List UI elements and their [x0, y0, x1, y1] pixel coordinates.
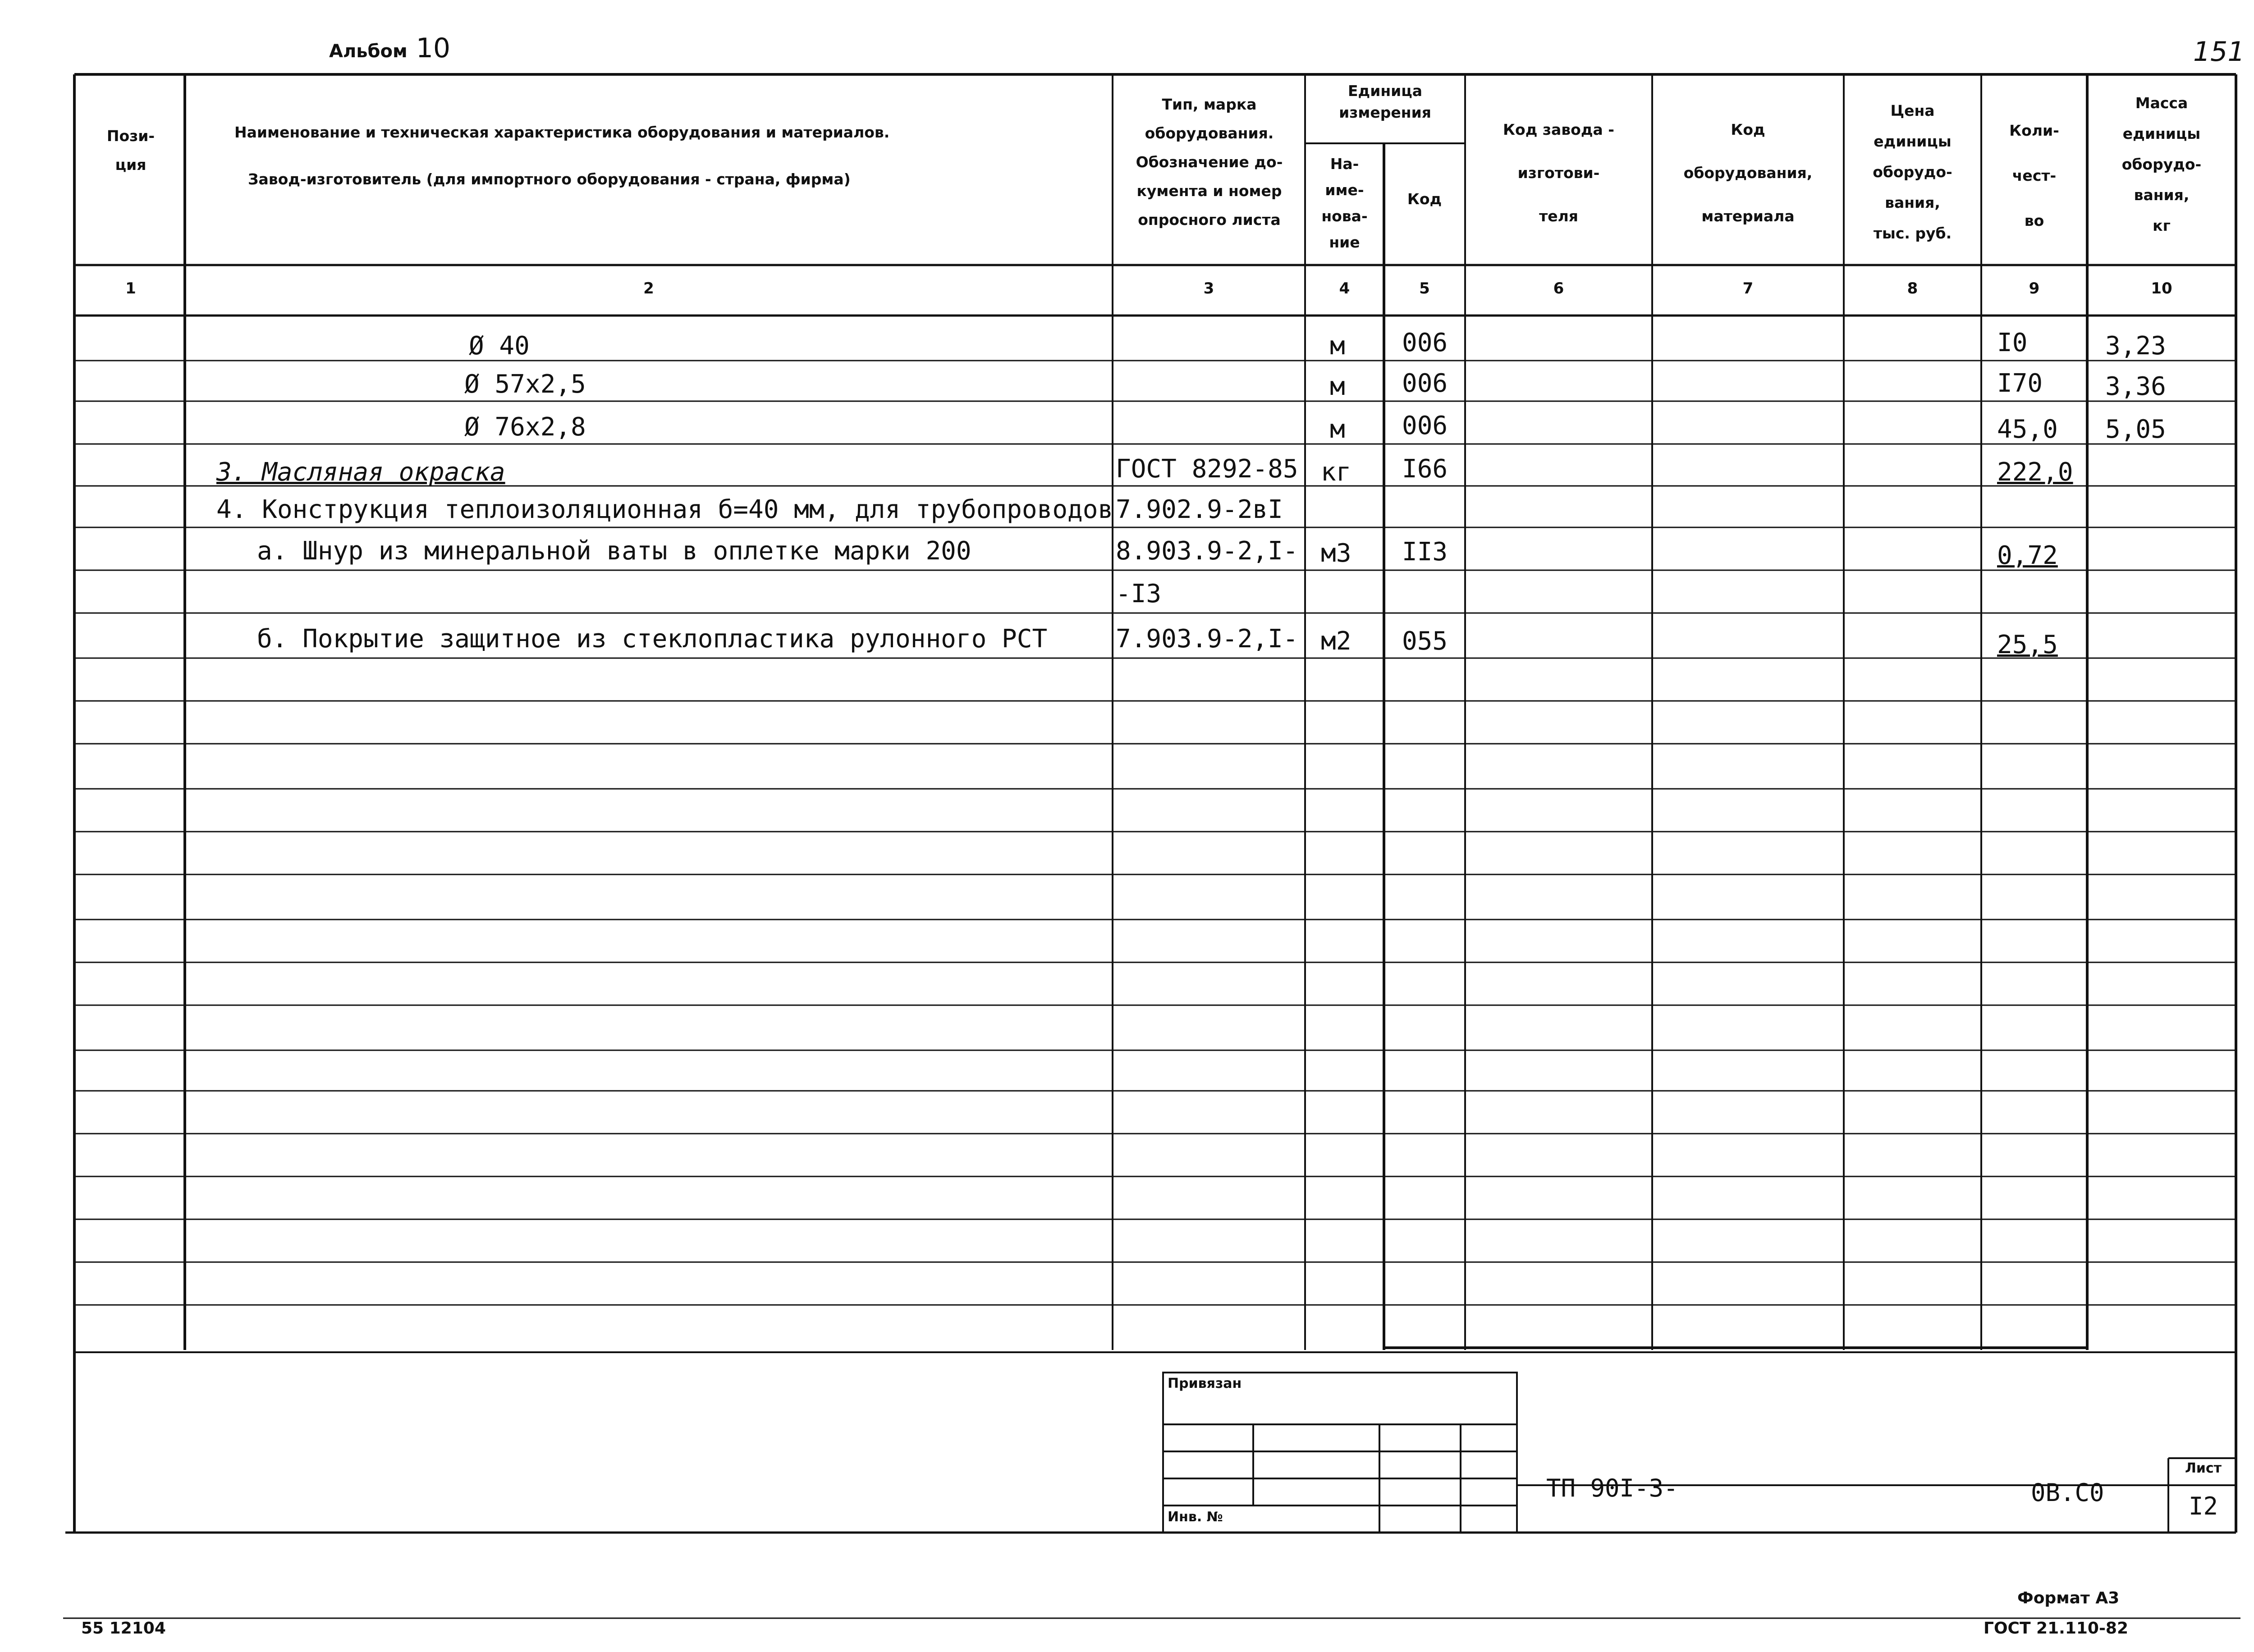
colnum-9: 9	[2029, 279, 2040, 297]
colnum-5: 5	[1419, 279, 1430, 297]
footer-format: Формат А3	[2017, 1589, 2120, 1607]
stamp-sheet-number: I2	[2188, 1492, 2218, 1520]
row-1-mass: 3,23	[2105, 331, 2166, 361]
stamp-sheet-label: Лист	[2185, 1460, 2222, 1476]
footer-left-code: 55 12104	[81, 1619, 166, 1637]
header-col5: Код	[1407, 190, 1442, 208]
row-6-name: а. Шнур из минеральной ваты в оплетке марки 200	[257, 536, 971, 566]
colnum-10: 10	[2151, 279, 2172, 297]
row-4-unit: кг	[1321, 458, 1351, 487]
row-7-doc: -I3	[1116, 579, 1162, 609]
row-1-code: 006	[1402, 328, 1448, 357]
stamp-doc-code: ТП 90I-3-	[1546, 1474, 1678, 1502]
row-4-qty: 222,0	[1997, 458, 2073, 487]
row-3-unit: м	[1330, 415, 1345, 444]
row-5-doc: 7.902.9-2вI	[1116, 495, 1283, 524]
row-8-unit: м2	[1321, 627, 1351, 656]
colnum-2: 2	[643, 279, 654, 297]
row-3-code: 006	[1402, 411, 1448, 440]
header-col2: Наименование и техническая характеристика оборудования и материалов. Завод-изготовитель (для импортного оборудования - страна, фирма)	[234, 124, 890, 188]
album-label: Альбом 10	[329, 32, 451, 64]
row-4-doc: ГОСТ 8292-85	[1116, 454, 1298, 484]
header-col8: Цена единицы оборудо- вания, тыс. руб.	[1873, 102, 1952, 242]
colnum-1: 1	[125, 279, 136, 297]
colnum-6: 6	[1553, 279, 1564, 297]
row-2-mass: 3,36	[2105, 372, 2166, 401]
row-8-qty: 25,5	[1997, 630, 2058, 659]
row-4-name: 3. Масляная окраска	[216, 458, 505, 487]
header-col9: Коли- чест- во	[2009, 122, 2059, 229]
header-col7: Код оборудования, материала	[1683, 121, 1813, 225]
colnum-3: 3	[1203, 279, 1214, 297]
header-col1: Пози- ция	[106, 127, 155, 174]
row-2-code: 006	[1402, 369, 1448, 398]
row-3-name: Ø 76x2,8	[464, 412, 586, 442]
row-2-qty: I70	[1997, 369, 2043, 398]
header-unit-group: Единица измерения	[1339, 82, 1431, 121]
row-8-code: 055	[1402, 627, 1448, 656]
stamp-bound-label: Привязан	[1168, 1376, 1242, 1391]
row-8-doc: 7.903.9-2,I-	[1116, 624, 1298, 654]
row-1-unit: м	[1330, 331, 1345, 361]
header-col4: На- име- нова- ние	[1321, 155, 1368, 251]
page-number: 151	[2193, 36, 2245, 68]
row-2-unit: м	[1330, 372, 1345, 401]
row-6-qty: 0,72	[1997, 541, 2058, 570]
colnum-8: 8	[1907, 279, 1918, 297]
row-1-qty: I0	[1997, 328, 2028, 357]
row-5-name: 4. Конструкция теплоизоляционная б=40 мм, для трубопроводов	[216, 495, 1113, 524]
row-6-unit: м3	[1321, 539, 1351, 568]
header-col10: Масса единицы оборудо- вания, кг	[2121, 94, 2202, 234]
stamp-inv-label: Инв. №	[1168, 1509, 1223, 1525]
colnum-7: 7	[1742, 279, 1754, 297]
header-col3: Тип, марка оборудования. Обозначение до- кумента и номер опросного листа	[1136, 96, 1283, 229]
row-6-doc: 8.903.9-2,I-	[1116, 536, 1298, 566]
footer-gost: ГОСТ 21.110-82	[1984, 1619, 2129, 1637]
header-col6: Код завода - изготови- теля	[1503, 121, 1614, 225]
row-1-name: Ø 40	[469, 331, 530, 361]
row-4-code: I66	[1402, 454, 1448, 484]
stamp-doc-suffix: 0В.С0	[2031, 1478, 2104, 1507]
row-3-mass: 5,05	[2105, 415, 2166, 444]
row-3-qty: 45,0	[1997, 415, 2058, 444]
row-2-name: Ø 57x2,5	[464, 370, 586, 399]
row-8-name: б. Покрытие защитное из стеклопластика рулонного РСТ	[257, 624, 1048, 654]
colnum-4: 4	[1339, 279, 1350, 297]
row-6-code: II3	[1402, 537, 1448, 567]
